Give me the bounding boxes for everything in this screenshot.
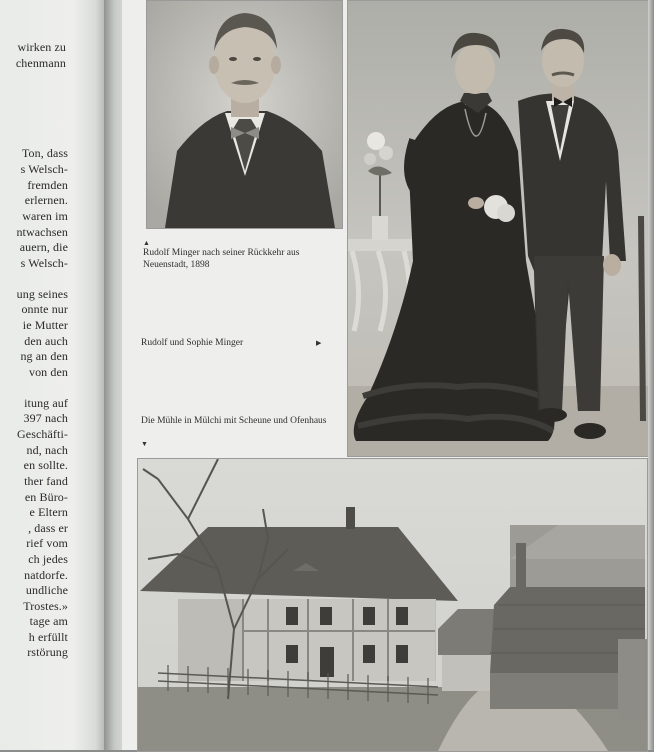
text-line: s Welsch- [20,162,68,176]
text-line: waren im [22,209,68,223]
portrait-photo [146,0,343,229]
text-line: e Eltern [29,505,68,519]
text-line: fremden [27,178,68,192]
text-line: auern, die [19,240,68,254]
text-line: erlernen. [24,193,68,207]
text-line: von den [28,365,68,379]
mill-photo [137,458,648,752]
text-line: Ton, dass [21,146,68,160]
text-line: tage am [29,614,68,628]
arrow-right-icon: ▶ [316,339,322,347]
text-line: ung seines [16,287,68,301]
text-line: rstörung [27,645,68,659]
text-line: Trostes.» [23,599,68,613]
text-line: undliche [25,583,68,597]
text-line: ie Mutter [22,318,68,332]
portrait-caption: Rudolf Minger nach seiner Rückkehr aus Neuenstadt, 1898 [143,248,300,270]
text-line: 397 nach [23,411,68,425]
text-line: ng an den [20,349,68,363]
text-line: en sollte. [23,458,68,472]
text-line: wirken zu [17,40,66,54]
text-line: s Welsch- [20,256,68,270]
text-line: natdorfe. [24,568,68,582]
portrait-illustration [147,1,342,228]
couple-photo [347,0,650,457]
text-line: ch jedes [28,552,68,566]
text-line: h erfüllt [28,630,68,644]
mill-illustration [138,459,647,751]
text-line: rief vom [26,536,68,550]
text-line: nd, nach [26,443,68,457]
page-edge [648,0,654,750]
text-line: ther fand [24,474,68,488]
text-line: , dass er [28,521,68,535]
left-page [0,0,104,750]
text-line: chenmann [15,56,66,70]
text-line: Geschäfti- [17,427,68,441]
arrow-up-icon: ▲ [143,239,150,247]
couple-illustration [348,1,649,456]
arrow-down-icon: ▼ [141,440,148,448]
text-line: den auch [24,334,68,348]
text-line: onnte nur [21,302,68,316]
text-line: itung auf [24,396,68,410]
mill-caption: Die Mühle in Mülchi mit Scheune und Ofenhaus [141,416,327,426]
text-line: en Büro- [24,490,68,504]
text-line: ntwachsen [16,225,68,239]
couple-caption: Rudolf und Sophie Minger [141,338,244,348]
